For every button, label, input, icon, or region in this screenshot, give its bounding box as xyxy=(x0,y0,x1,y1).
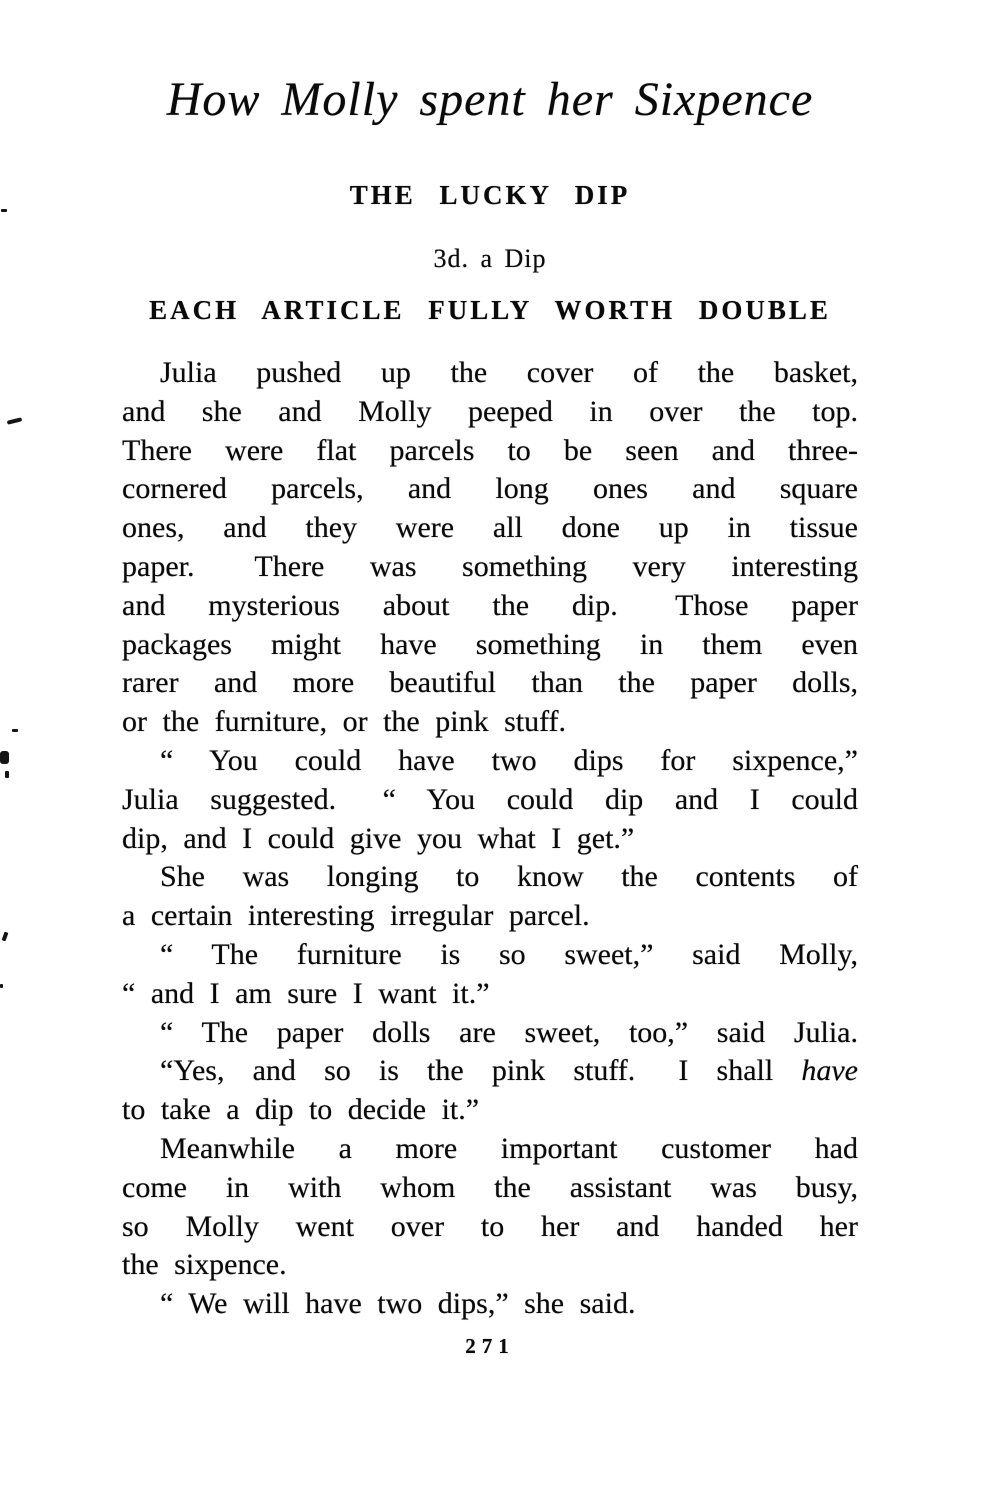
body-text xyxy=(122,354,858,1324)
text-line: “Yes, and so is the pink stuff. I shall have xyxy=(160,1054,858,1088)
text-line: “ We will have two dips,” she said. xyxy=(160,1287,636,1321)
paragraph xyxy=(122,1052,858,1130)
paragraph xyxy=(122,1285,858,1324)
paragraph xyxy=(122,936,858,1014)
text-line: She was longing to know the contents of xyxy=(160,860,858,894)
paragraph xyxy=(122,858,858,936)
text-line: packages might have something in them even xyxy=(122,627,858,661)
scan-speck xyxy=(12,729,18,732)
paragraph xyxy=(122,1014,858,1053)
scan-speck xyxy=(0,984,3,988)
text-line: ones, and they were all done up in tissue xyxy=(122,511,858,545)
text-line: and mysterious about the dip. Those paper xyxy=(122,588,858,622)
text-line: “ You could have two dips for sixpence,” xyxy=(160,743,858,777)
text-line: Julia suggested. “ You could dip and I could xyxy=(122,782,858,816)
section-heading: THE LUCKY DIP xyxy=(349,180,631,210)
text-line: There were flat parcels to be seen and three- xyxy=(122,433,858,467)
text-block xyxy=(122,0,858,1324)
scan-speck xyxy=(1,209,7,212)
text-line: “ The paper dolls are sweet, too,” said Julia. xyxy=(160,1015,858,1049)
text-line: dip, and I could give you what I get.” xyxy=(122,821,635,855)
text-line: “ and I am sure I want it.” xyxy=(122,976,490,1010)
page-number: 271 xyxy=(465,1334,515,1358)
text-line: Meanwhile a more important customer had xyxy=(160,1131,858,1165)
scan-speck xyxy=(2,932,9,942)
text-line: rarer and more beautiful than the paper dolls, xyxy=(122,666,858,700)
price-line: 3d. a Dip xyxy=(433,244,547,273)
text-line: paper. There was something very interesting xyxy=(122,549,858,583)
tagline: EACH ARTICLE FULLY WORTH DOUBLE xyxy=(149,295,831,325)
chapter-title: How Molly spent her Sixpence xyxy=(166,73,814,126)
text-line: a certain interesting irregular parcel. xyxy=(122,899,590,933)
text-line: come in with whom the assistant was busy, xyxy=(122,1170,858,1204)
text-line: “ The furniture is so sweet,” said Molly, xyxy=(160,937,858,971)
text-line: the sixpence. xyxy=(122,1248,287,1282)
text-line: or the furniture, or the pink stuff. xyxy=(122,705,567,739)
paragraph xyxy=(122,1130,858,1285)
paragraph xyxy=(122,354,858,742)
text-line: cornered parcels, and long ones and square xyxy=(122,472,858,506)
text-line: to take a dip to decide it.” xyxy=(122,1093,480,1127)
text-line: Julia pushed up the cover of the basket, xyxy=(160,356,858,389)
scan-speck xyxy=(0,751,9,764)
text-line: so Molly went over to her and handed her xyxy=(122,1209,858,1243)
paragraph xyxy=(122,742,858,858)
scan-speck xyxy=(5,771,9,778)
scan-speck xyxy=(7,417,23,425)
text-line: and she and Molly peeped in over the top. xyxy=(122,394,858,428)
